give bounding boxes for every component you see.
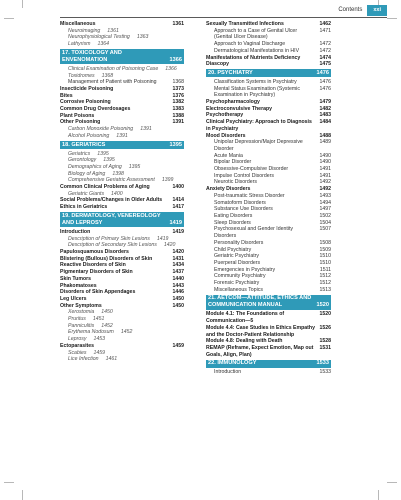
- toc-entry: [60, 229, 184, 236]
- toc-entry-title: Biology of Aging: [68, 170, 106, 177]
- toc-entry-title: Module 4.8: Dealing with Death: [206, 338, 283, 345]
- toc-entry: [60, 269, 184, 276]
- toc-subentry: [206, 179, 331, 186]
- toc-entry-title: REMAP (Reframe, Expect Emotion, Map out Goals, Align, Plan): [206, 344, 314, 358]
- toc-entry-title: Insecticide Poisoning: [60, 85, 114, 92]
- toc-subentry: [60, 242, 184, 249]
- toc-entry-title: Erythema Nodosum: [68, 329, 114, 336]
- toc-entry-title: Common Drug Overdosages: [60, 106, 131, 113]
- toc-page-number: 1395: [97, 150, 109, 157]
- toc-entry-title: Lathyrism: [68, 41, 91, 48]
- toc-entry-title: Sexually Transmitted Infections: [206, 21, 284, 27]
- toc-page-number: 1368: [101, 72, 114, 79]
- toc-page-number: 1494: [319, 199, 331, 206]
- toc-entry-title: Toxidromes: [68, 72, 95, 79]
- toc-entry-title: Geriatrics: [68, 150, 91, 157]
- toc-entry-title: Emergencies in Psychiatry: [214, 266, 276, 273]
- toc-entry-title: Module 4.4: Case Studies in Ethics Empathy and the Doctor-Patient Relationship: [206, 324, 315, 338]
- toc-entry: [60, 93, 184, 100]
- toc-page-number: 1400: [172, 184, 184, 191]
- toc-entry-title: Neuroimaging: [68, 27, 101, 34]
- toc-page-number: 1398: [112, 170, 124, 177]
- toc-subentry: [206, 273, 331, 280]
- toc-entry-title: Pruritus: [68, 316, 86, 323]
- toc-subentry: [60, 177, 184, 184]
- toc-subentry: [60, 316, 184, 323]
- toc-subentry: [60, 73, 184, 80]
- toc-entry-title: 21. AETCOM—ATTITUDE, ETHICS AND COMMUNICATION MANUAL: [208, 295, 312, 309]
- toc-entry-title: Bites: [60, 92, 73, 99]
- toc-subentry: [60, 41, 184, 48]
- toc-page-number: 1443: [172, 282, 184, 289]
- toc-page-number: 1450: [101, 309, 113, 316]
- toc-page-number: 1509: [319, 246, 331, 253]
- toc-subentry: [206, 159, 331, 166]
- toc-entry: [206, 106, 331, 113]
- toc-page-number: 1520: [316, 302, 329, 309]
- toc-entry: [206, 338, 331, 345]
- toc-entry-title: Neurophysiological Testing: [68, 34, 130, 41]
- toc-entry-title: Psychosexual and Gender Identity Disorders: [214, 226, 294, 240]
- toc-page-number: 1502: [319, 212, 331, 219]
- toc-subentry: [60, 336, 184, 343]
- crop-mark: [387, 482, 397, 483]
- toc-entry-title: Unipolar Depression/Major Depressive Disorder: [214, 139, 303, 152]
- toc-page-number: 1419: [156, 235, 169, 242]
- toc-page-number: 1364: [97, 41, 110, 48]
- toc-entry: [60, 106, 184, 113]
- toc-entry-title: Acute Mania: [214, 152, 243, 159]
- toc-page-number: 1490: [319, 152, 331, 159]
- toc-entry-title: Sleep Disorders: [214, 219, 251, 226]
- toc-subentry: [60, 126, 184, 133]
- toc-subentry: [60, 151, 184, 158]
- toc-page-number: 1474: [319, 54, 331, 61]
- toc-entry-title: Impulse Control Disorders: [214, 172, 274, 179]
- toc-subentry: [206, 206, 331, 213]
- toc-page-number: 1450: [172, 302, 184, 309]
- toc-entry: [206, 55, 331, 62]
- toc-entry-title: Leprosy: [68, 336, 87, 343]
- toc-section-heading: [60, 141, 184, 149]
- crop-mark: [22, 0, 23, 8]
- toc-entry: [60, 256, 184, 263]
- toc-page-number: 1483: [319, 112, 331, 119]
- toc-page-number: 1484: [319, 119, 331, 126]
- toc-entry-title: Ethics in Geriatrics: [60, 204, 108, 211]
- toc-entry: [60, 303, 184, 310]
- toc-entry: [60, 99, 184, 106]
- toc-subentry: [206, 247, 331, 254]
- toc-entry-title: Mental Status Examination (Systemic Examination in Psychiatry): [214, 85, 300, 99]
- toc-page-number: 1507: [319, 226, 331, 233]
- toc-page-number: 1366: [165, 65, 177, 72]
- toc-subentry: [206, 86, 331, 99]
- toc-entry-title: Xerostomia: [68, 309, 95, 316]
- toc-entry-title: Ectoparasites: [60, 342, 95, 349]
- toc-subentry: [60, 171, 184, 178]
- toc-page-number: 1492: [319, 186, 331, 193]
- toc-entry: [60, 204, 184, 211]
- toc-entry-title: Skin Tumors: [60, 275, 92, 282]
- toc-subentry: [206, 79, 331, 86]
- crop-mark: [4, 18, 14, 19]
- toc-section-heading: [206, 360, 331, 368]
- toc-subentry: [60, 309, 184, 316]
- toc-entry-title: Module 4.1: The Foundations of Communication—5: [206, 311, 285, 325]
- toc-entry-title: Panniculitis: [68, 322, 95, 329]
- toc-page-number: 1452: [120, 329, 133, 336]
- toc-subentry: [60, 157, 184, 164]
- toc-subentry: [206, 28, 331, 41]
- toc-subentry: [206, 173, 331, 180]
- toc-entry: [60, 184, 184, 191]
- toc-entry-title: Scabies: [68, 349, 87, 356]
- toc-subentry: [60, 329, 184, 336]
- toc-entry-title: Diascopy: [206, 61, 230, 68]
- toc-subentry: [206, 287, 331, 294]
- toc-entry: [206, 61, 331, 68]
- toc-entry: [60, 283, 184, 290]
- toc-entry-title: Approach to Vaginal Discharge: [214, 41, 286, 48]
- toc-entry-title: Manifestations of Nutrients Deficiency: [206, 54, 301, 61]
- toc-subentry: [206, 153, 331, 160]
- toc-entry-title: Plant Poisons: [60, 112, 95, 119]
- toc-page-number: 1440: [172, 275, 184, 282]
- toc-page-number: 1510: [319, 253, 331, 260]
- toc-entry-title: Geriatric Giants: [68, 190, 105, 197]
- toc-subentry: [206, 166, 331, 173]
- crop-mark: [4, 482, 14, 483]
- page-header: [338, 4, 387, 16]
- toc-page-number: 1459: [172, 342, 184, 349]
- toc-page-number: 1475: [319, 61, 331, 68]
- toc-entry-title: Pigmentary Disorders of Skin: [60, 269, 133, 276]
- toc-subentry: [206, 220, 331, 227]
- toc-entry-title: Personality Disorders: [214, 239, 264, 246]
- toc-entry-title: 17. TOXICOLOGY AND ENVENOMATION: [62, 49, 122, 63]
- toc-entry: [206, 325, 331, 338]
- toc-section-heading: [60, 212, 184, 227]
- toc-page-number: 1451: [92, 316, 105, 323]
- toc-entry: [206, 21, 331, 28]
- toc-subentry: [60, 236, 184, 243]
- toc-entry-title: Management of Patient with Poisoning: [68, 79, 157, 86]
- toc-page-number: 1368: [172, 79, 184, 86]
- toc-page-number: 1462: [319, 21, 331, 27]
- toc-entry-title: Geriatric Psychiatry: [214, 253, 259, 260]
- toc-page-number: 1388: [172, 112, 184, 119]
- toc-entry-title: Comprehensive Geriatric Assessment: [68, 177, 155, 184]
- toc-subentry: [60, 34, 184, 41]
- toc-page-number: 1399: [161, 177, 174, 184]
- toc-entry: [60, 249, 184, 256]
- toc-page-number: 1414: [172, 197, 184, 204]
- toc-entry-title: Disorders of Skin Appendages: [60, 289, 136, 296]
- toc-entry: [206, 133, 331, 140]
- toc-page-number: 1489: [319, 139, 331, 146]
- toc-page-number: 1471: [319, 27, 331, 34]
- toc-entry-title: Other Symptoms: [60, 302, 102, 309]
- toc-page-number: 1419: [169, 219, 182, 226]
- toc-page-number: 1431: [172, 255, 184, 262]
- toc-subentry: [206, 213, 331, 220]
- toc-subentry: [206, 139, 331, 152]
- toc-page-number: 1472: [319, 41, 331, 48]
- toc-entry-title: Common Clinical Problems of Aging: [60, 184, 150, 191]
- toc-entry: [60, 21, 184, 28]
- toc-entry-title: Lice Infection: [68, 356, 99, 363]
- toc-entry: [60, 289, 184, 296]
- toc-page-number: 1366: [169, 56, 182, 63]
- toc-page-number: 1528: [319, 338, 331, 345]
- toc-page-number: 1531: [319, 344, 331, 351]
- toc-entry-title: Puerperal Disorders: [214, 259, 261, 266]
- toc-subentry: [206, 200, 331, 207]
- toc-subentry: [60, 164, 184, 171]
- toc-page-number: 1395: [103, 157, 115, 164]
- toc-entry: [60, 113, 184, 120]
- crop-mark: [22, 490, 23, 500]
- toc-page-number: 1383: [172, 106, 184, 113]
- toc-entry-title: Eating Disorders: [214, 212, 253, 219]
- toc-page-number: 1511: [319, 266, 331, 273]
- crop-mark: [378, 490, 379, 500]
- toc-entry-title: 19. DERMATOLOGY, VENEREOLOGY AND LEPROSY: [62, 212, 161, 226]
- toc-page-number: 1452: [101, 322, 113, 329]
- toc-page-number: 1391: [116, 132, 128, 139]
- toc-page-number: 1446: [172, 289, 184, 296]
- toc-entry: [60, 119, 184, 126]
- toc-entry-title: Forensic Psychiatry: [214, 280, 260, 287]
- toc-entry: [206, 99, 331, 106]
- toc-page-number: 1510: [319, 259, 331, 266]
- toc-page-number: 1472: [319, 47, 331, 54]
- toc-page-number: 1504: [319, 219, 331, 226]
- running-title: Contents: [338, 7, 363, 13]
- toc-page-number: 1373: [172, 85, 184, 92]
- toc-page-number: 1512: [319, 273, 331, 280]
- toc-entry-title: Community Psychiatry: [214, 273, 266, 280]
- toc-page-number: 1508: [319, 239, 331, 246]
- toc-page-number: 1476: [316, 69, 329, 76]
- toc-entry-title: Psychopharmacology: [206, 99, 260, 106]
- toc-entry-title: Description of Primary Skin Lesions: [68, 235, 150, 242]
- toc-entry-title: Neurotic Disorders: [214, 179, 257, 186]
- toc-page-number: 1453: [93, 336, 106, 343]
- toc-page-number: 1476: [319, 85, 331, 92]
- toc-subentry: [60, 66, 184, 73]
- crop-mark: [387, 18, 397, 19]
- toc-subentry: [206, 260, 331, 267]
- toc-page-number: 1520: [319, 311, 331, 318]
- toc-page-number: 1492: [319, 179, 331, 186]
- toc-entry: [60, 86, 184, 93]
- toc-entry-title: Introduction: [214, 369, 242, 376]
- toc-entry-title: 18. GERIATRICS: [62, 141, 106, 148]
- toc-entry-title: 22. IMMUNOLOGY: [208, 360, 257, 367]
- toc-page-number: 1400: [111, 190, 123, 197]
- toc-entry-title: Classification Systems in Psychiatry: [214, 78, 297, 85]
- toc-page-number: 1450: [172, 295, 184, 302]
- toc-page-number: 1482: [319, 105, 331, 112]
- toc-entry-title: Social Problems/Changes in Older Adults: [60, 197, 163, 204]
- toc-entry: [206, 345, 331, 358]
- toc-entry-title: Somatoform Disorders: [214, 199, 266, 206]
- toc-page-number: 1391: [172, 119, 184, 126]
- toc-page-number: 1361: [172, 21, 184, 27]
- toc-section-heading: [60, 49, 184, 64]
- toc-entry-title: Reactive Disorders of Skin: [60, 262, 126, 269]
- toc-page-number: 1488: [319, 132, 331, 139]
- toc-right-column: [206, 21, 331, 376]
- toc-entry-title: Psychotherapy: [206, 112, 244, 119]
- toc-page-number: 1363: [136, 34, 149, 41]
- toc-entry-title: Phakomatoses: [60, 282, 97, 289]
- toc-subentry: [60, 323, 184, 330]
- toc-entry: [60, 262, 184, 269]
- toc-page-number: 1459: [93, 349, 106, 356]
- toc-entry-title: Mood Disorders: [206, 132, 246, 139]
- toc-page-number: 1376: [172, 92, 184, 99]
- toc-subentry: [60, 191, 184, 198]
- toc-page-number: 1512: [319, 280, 331, 287]
- toc-entry-title: Introduction: [60, 228, 91, 235]
- toc-page-number: 1419: [172, 228, 184, 235]
- toc-page-number: 1533: [316, 360, 329, 367]
- toc-entry-title: Clinical Examination of Poisoning Case: [68, 65, 159, 72]
- toc-entry-title: Corrosive Poisoning: [60, 99, 111, 106]
- toc-subentry: [206, 41, 331, 48]
- toc-page-number: 1395: [169, 141, 182, 148]
- toc-entry-title: Substance Use Disorders: [214, 206, 273, 213]
- toc-page-number: 1490: [319, 159, 331, 166]
- toc-page-number: 1395: [128, 163, 141, 170]
- toc-subentry: [206, 267, 331, 274]
- toc-entry-title: Obsessive-Compulsive Disorder: [214, 166, 289, 173]
- toc-entry-title: Blistering (Bullous) Disorders of Skin: [60, 255, 153, 262]
- toc-entry-title: 20. PSYCHIATRY: [208, 69, 253, 76]
- toc-page-number: 1437: [172, 269, 184, 276]
- toc-subentry: [206, 280, 331, 287]
- toc-subentry: [206, 193, 331, 200]
- toc-entry: [60, 276, 184, 283]
- toc-subentry: [60, 28, 184, 35]
- toc-page-number: 1434: [172, 262, 184, 269]
- toc-subentry: [206, 48, 331, 55]
- toc-subentry: [206, 226, 331, 239]
- toc-entry-title: Demographics of Aging: [68, 163, 122, 170]
- toc-entry: [60, 197, 184, 204]
- toc-entry-title: Alcohol Poisoning: [68, 132, 110, 139]
- toc-entry-title: Electroconvulsive Therapy: [206, 105, 273, 112]
- toc-entry: [60, 296, 184, 303]
- toc-page-number: 1382: [172, 99, 184, 106]
- toc-entry-title: Gerontology: [68, 157, 97, 164]
- toc-page-number: 1533: [319, 369, 331, 376]
- toc-page-number: 1420: [172, 248, 184, 255]
- toc-page-number: 1361: [107, 27, 119, 34]
- toc-entry-title: Post-traumatic Stress Disorder: [214, 192, 285, 199]
- toc-page-number: 1493: [319, 192, 331, 199]
- header-rule: [60, 17, 387, 18]
- toc-left-column: [60, 21, 184, 363]
- toc-subentry: [60, 350, 184, 357]
- toc-subentry: [60, 356, 184, 363]
- toc-entry: [206, 311, 331, 324]
- toc-entry-title: Description of Secondary Skin Lesions: [68, 242, 157, 249]
- toc-section-heading: [206, 295, 331, 310]
- toc-entry-title: Clinical Psychiatry: Approach to Diagnosis in Psychiatry: [206, 119, 312, 132]
- toc-entry-title: Anxiety Disorders: [206, 186, 251, 193]
- toc-subentry: [60, 133, 184, 140]
- toc-entry: [206, 186, 331, 193]
- toc-entry-title: Dermatological Manifestations in HIV: [214, 47, 300, 54]
- toc-subentry: [206, 253, 331, 260]
- toc-page-number: 1513: [319, 286, 331, 293]
- toc-page-number: 1491: [319, 166, 331, 173]
- toc-entry-title: Bipolar Disorder: [214, 159, 252, 166]
- toc-entry: [206, 112, 331, 119]
- toc-page-number: 1391: [140, 126, 152, 133]
- toc-page-number: 1491: [319, 172, 331, 179]
- toc-entry-title: Child Psychiatry: [214, 246, 252, 253]
- toc-page-number: 1417: [172, 204, 184, 211]
- toc-entry: [206, 119, 331, 132]
- toc-entry-title: Approach to a Case of Genital Ulcer (Genital Ulcer Disease): [214, 27, 298, 41]
- toc-entry-title: Other Poisoning: [60, 119, 101, 126]
- toc-page-number: 1476: [319, 78, 331, 85]
- toc-section-heading: [206, 69, 331, 77]
- toc-page-number: 1497: [319, 206, 331, 213]
- toc-subentry: [206, 369, 331, 376]
- toc-page-number: 1479: [319, 99, 331, 106]
- toc-entry-title: Carbon Monoxide Poisoning: [68, 126, 134, 133]
- toc-entry-title: Miscellaneous: [60, 21, 96, 27]
- toc-page-number: 1461: [105, 356, 118, 363]
- toc-subentry: [206, 240, 331, 247]
- toc-page-number: 1526: [319, 324, 331, 331]
- toc-entry-title: Leg Ulcers: [60, 295, 87, 302]
- toc-entry-title: Miscellaneous Topics: [214, 286, 263, 293]
- toc-subentry: [60, 79, 184, 86]
- toc-entry: [60, 343, 184, 350]
- toc-entry-title: Papulosquamous Disorders: [60, 248, 129, 255]
- page-number: xxi: [367, 5, 387, 16]
- toc-page-number: 1420: [163, 242, 176, 249]
